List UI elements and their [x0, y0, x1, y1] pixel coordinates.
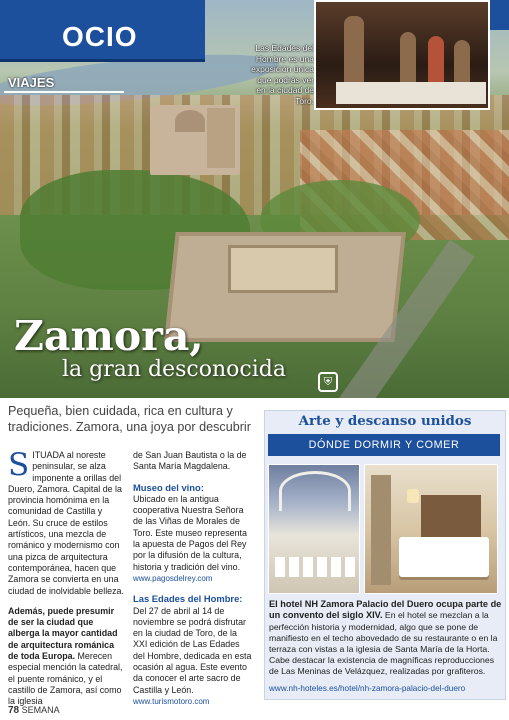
dropcap: S	[8, 447, 30, 483]
magazine-name: SEMANA	[21, 705, 60, 715]
section-title: OCIO	[62, 21, 138, 52]
hotel-room-photo	[364, 464, 498, 594]
city-logo-icon: ⛨	[318, 372, 338, 392]
statue	[454, 40, 470, 84]
headboard	[421, 495, 481, 537]
page-footer	[8, 705, 60, 716]
curtain	[371, 475, 391, 585]
body-paragraph: de San Juan Bautista o la de Santa María Magdalena.	[133, 450, 247, 472]
article-title: Zamora,	[14, 312, 204, 360]
museo-heading: Museo del vino:	[133, 481, 204, 493]
museo-text: Ubicado en la antigua cooperativa Nuestra Señora de las Viñas de Morales de Toro. Este museo representa la apuesta de Pagos del Rey por la difusión de la cultura, historia y tradición del vino.	[133, 493, 247, 572]
cathedral-tower	[207, 108, 235, 168]
sidebox-paragraph: En el hotel se mezclan a la perfección historia y modernidad, algo que se pone de manifiesto en el techo abovedado de su restaurante o en la terraza con vistas a la iglesia de Santa María de la Horta. Cabe destacar la existencia de magníficas reproducciones de Las Meninas de Velázquez, realizadas por grafiteros.	[269, 610, 498, 676]
edades-text: Del 27 de abril al 14 de noviembre se podrá disfrutar en la ciudad de Toro, de la XXI edición de Las Edades del Hombre, dedicada en esta ocasión al agua. Este evento da conocer el arte sacro de Castilla y León.	[133, 605, 252, 695]
body-highlight: Además, puede presumir de ser la ciudad que alberga la mayor cantidad de arquitectura románica de toda Europa.	[8, 605, 118, 662]
body-column-2	[133, 450, 253, 716]
bed	[399, 537, 489, 577]
museo-link[interactable]: www.pagosdelrey.com	[133, 573, 213, 583]
page-tab	[490, 0, 509, 30]
castle-courtyard	[228, 245, 338, 293]
restaurant-photo	[268, 464, 360, 594]
statue	[400, 32, 416, 88]
statue	[344, 16, 364, 86]
lamp-icon	[407, 489, 419, 503]
edades-link[interactable]: www.turismotoro.com	[133, 696, 210, 706]
article-subtitle: la gran desconocida	[62, 357, 286, 382]
edades-heading: Las Edades del Hombre:	[133, 593, 243, 605]
article-lead: Pequeña, bien cuidada, rica en cultura y tradiciones. Zamora, una joya por descubrir	[8, 404, 251, 434]
sidebox-title: Arte y descanso unidos	[298, 413, 472, 429]
inset-caption: Las Edades del Hombre es una exposición única que podrás ver en la ciudad de Toro.	[251, 43, 314, 106]
body-paragraph: ITUADA al noreste peninsular, se alza imponente a orillas del Duero, Zamora. Capital de la provincia homónima en la comunidad de Castilla y León. Su cruce de estilos artísticos, una mezcla de románico y modernismo con una pizca de arquitectura contemporánea, hacen que Zamora se convierta en una ciudad de inolvidable belleza.	[8, 450, 124, 596]
sidebox-subtitle: DÓNDE DORMIR Y COMER	[268, 434, 500, 456]
inset-photo	[314, 0, 490, 110]
cathedral-dome	[175, 110, 205, 132]
page-number: 78	[8, 705, 20, 716]
body-paragraph: Merecen especial mención la catedral, el puente románico, y el castillo de Zamora, así como la iglesia	[8, 651, 123, 707]
vaulted-ceiling	[279, 471, 351, 511]
body-column-1	[8, 447, 126, 717]
subsection-rule	[4, 91, 124, 93]
sidebox-highlight: El hotel NH Zamora Palacio del Duero ocupa parte de un convento del siglo XIV.	[269, 599, 502, 621]
subsection-label: VIAJES	[8, 75, 55, 90]
section-band	[0, 0, 205, 62]
restaurant-tables	[275, 557, 355, 577]
pedestal	[336, 82, 486, 104]
sidebox-link[interactable]: www.nh-hoteles.es/hotel/nh-zamora-palacio-del-duero	[269, 684, 466, 693]
sidebox-text	[269, 599, 502, 677]
